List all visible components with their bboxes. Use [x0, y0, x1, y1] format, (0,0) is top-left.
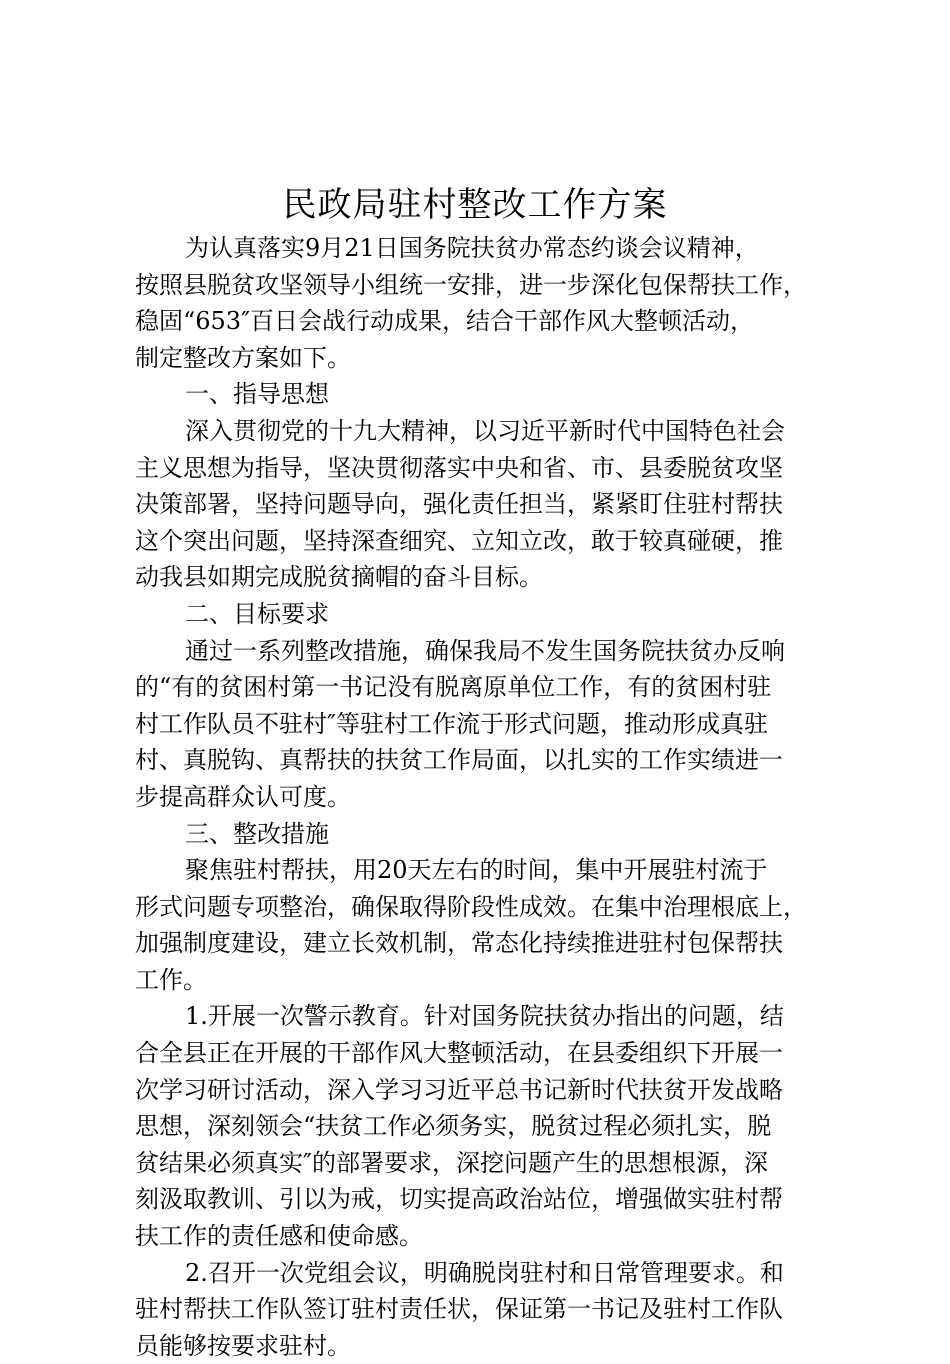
body-line: 深入贯彻党的十九大精神，以习近平新时代中国特色社会 — [185, 416, 785, 445]
body-line: 的“有的贫困村第一书记没有脱离原单位工作，有的贫困村驻 — [135, 673, 772, 702]
body-line: 决策部署，坚持问题导向，强化责任担当，紧紧盯住驻村帮扶 — [135, 490, 783, 519]
body-line: 工作。 — [135, 965, 207, 994]
body-line: 聚焦驻村帮扶，用20天左右的时间，集中开展驻村流于 — [185, 856, 768, 885]
body-line: 通过一系列整改措施，确保我局不发生国务院扶贫办反响 — [185, 636, 785, 665]
body-line: 村工作队员不驻村″等驻村工作流于形式问题，推动形成真驻 — [135, 709, 768, 738]
document-title: 民政局驻村整改工作方案 — [282, 185, 668, 225]
body-line: 次学习研讨活动，深入学习习近平总书记新时代扶贫开发战略 — [135, 1075, 783, 1104]
body-line: 扶工作的责任感和使命感。 — [135, 1222, 423, 1251]
body-line: 这个突出问题，坚持深查细究、立知立改，敢于较真碰硬，推 — [135, 526, 783, 555]
body-line: 三、整改措施 — [185, 819, 329, 848]
body-line: 主义思想为指导，坚决贯彻落实中央和省、市、县委脱贫攻坚 — [135, 453, 783, 482]
body-line: 按照县脱贫攻坚领导小组统一安排，进一步深化包保帮扶工作， — [135, 270, 807, 299]
body-line: 二、目标要求 — [185, 599, 329, 628]
body-line: 一、指导思想 — [185, 380, 329, 409]
body-line: 动我县如期完成脱贫摘帽的奋斗目标。 — [135, 563, 543, 592]
body-line: 贫结果必须真实″的部署要求，深挖问题产生的思想根源，深 — [135, 1148, 768, 1177]
body-line: 形式问题专项整治，确保取得阶段性成效。在集中治理根底上， — [135, 892, 807, 921]
body-line: 驻村帮扶工作队签订驻村责任状，保证第一书记及驻村工作队 — [135, 1295, 783, 1324]
document-body — [135, 230, 835, 1364]
body-line: 刻汲取教训、引以为戒，切实提高政治站位，增强做实驻村帮 — [135, 1185, 783, 1214]
body-line: 加强制度建设，建立长效机制，常态化持续推进驻村包保帮扶 — [135, 929, 783, 958]
body-line: 村、真脱钩、真帮扶的扶贫工作局面，以扎实的工作实绩进一 — [135, 746, 783, 775]
body-line: 制定整改方案如下。 — [135, 343, 351, 372]
body-line: 员能够按要求驻村。 — [135, 1331, 351, 1360]
body-line: 稳固“653″百日会战行动成果，结合干部作风大整顿活动， — [135, 307, 755, 336]
body-line: 为认真落实9月21日国务院扶贫办常态约谈会议精神， — [185, 234, 759, 262]
body-line: 思想，深刻领会“扶贫工作必须务实，脱贫过程必须扎实，脱 — [135, 1112, 772, 1141]
body-line: 合全县正在开展的干部作风大整顿活动，在县委组织下开展一 — [135, 1039, 783, 1068]
body-line: 2.召开一次党组会议，明确脱岗驻村和日常管理要求。和 — [185, 1258, 784, 1287]
body-line: 1.开展一次警示教育。针对国务院扶贫办指出的问题，结 — [185, 1002, 784, 1031]
body-line: 步提高群众认可度。 — [135, 782, 351, 811]
